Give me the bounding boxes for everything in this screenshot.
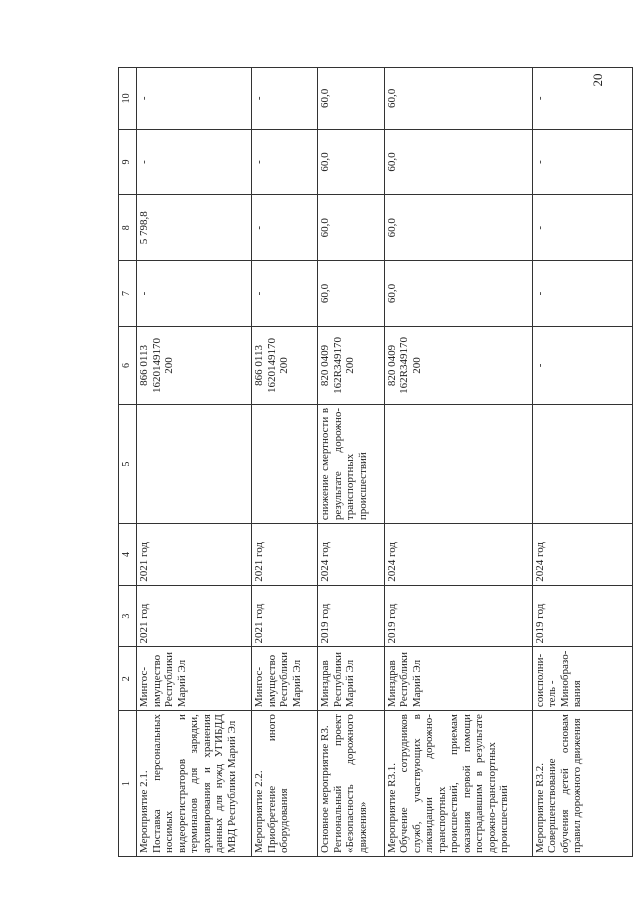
header-cell: 3 [119, 585, 137, 647]
budget-code: 866 0113 1620149170 200 [252, 326, 318, 404]
end-year: 2024 год [532, 524, 632, 586]
start-year: 2019 год [318, 585, 384, 647]
end-year: 2024 год [384, 524, 532, 586]
value-2019: 60,0 [318, 261, 384, 327]
value-2020: - [252, 195, 318, 261]
value-2019: - [137, 261, 252, 327]
header-cell: 10 [119, 68, 137, 130]
end-year: 2021 год [252, 524, 318, 586]
measure-name: Мероприятие R3.1. Обучение сотрудников служб, участвующих в ликвидации дорожно-транспортных происшествий, приемам оказания первой помощи пострадавшим в результате дорожно-транспортных происшествий [384, 711, 532, 857]
value-2022: - [532, 68, 632, 130]
end-year: 2021 год [137, 524, 252, 586]
value-2020: 60,0 [318, 195, 384, 261]
value-2020: 5 798,8 [137, 195, 252, 261]
value-2020: - [532, 195, 632, 261]
expected-result [252, 404, 318, 523]
value-2022: - [252, 68, 318, 130]
value-2019: - [532, 261, 632, 327]
executor: Минздрав Республики Марий Эл [384, 647, 532, 711]
table-row [252, 68, 318, 857]
header-cell: 1 [119, 711, 137, 857]
value-2021: - [137, 129, 252, 195]
start-year: 2021 год [137, 585, 252, 647]
executor: Минздрав Республики Марий Эл [318, 647, 384, 711]
measure-name: Мероприятие R3.2. Совершенствование обучения детей основам правил дорожного движения [532, 711, 632, 857]
start-year: 2021 год [252, 585, 318, 647]
table-row [318, 68, 384, 857]
measure-name: Основное мероприятие R3. Региональный проект «Безопасность дорожного движения» [318, 711, 384, 857]
start-year: 2019 год [384, 585, 532, 647]
program-measures-table [118, 67, 633, 857]
header-cell: 4 [119, 524, 137, 586]
expected-result [532, 404, 632, 523]
value-2022: 60,0 [318, 68, 384, 130]
executor: Мингос- имущество Республики Марий Эл [137, 647, 252, 711]
value-2021: - [252, 129, 318, 195]
end-year: 2024 год [318, 524, 384, 586]
measure-name: Мероприятие 2.2. Приобретение иного оборудования [252, 711, 318, 857]
header-cell: 8 [119, 195, 137, 261]
start-year: 2019 год [532, 585, 632, 647]
value-2021: 60,0 [318, 129, 384, 195]
value-2020: 60,0 [384, 195, 532, 261]
executor: Мингос- имущество Республики Марий Эл [252, 647, 318, 711]
header-cell: 7 [119, 261, 137, 327]
expected-result [384, 404, 532, 523]
value-2021: 60,0 [384, 129, 532, 195]
page-number: 20 [590, 73, 605, 87]
table-row [137, 68, 252, 857]
executor: соисполни- тель - Минобразо- вания [532, 647, 632, 711]
budget-code: 866 0113 1620149170 200 [137, 326, 252, 404]
budget-code: 820 0409 162R349170 200 [384, 326, 532, 404]
header-cell: 5 [119, 404, 137, 523]
header-cell: 9 [119, 129, 137, 195]
value-2019: - [252, 261, 318, 327]
table-row [384, 68, 532, 857]
budget-code: - [532, 326, 632, 404]
budget-code: 820 0409 162R349170 200 [318, 326, 384, 404]
header-cell: 2 [119, 647, 137, 711]
value-2022: 60,0 [384, 68, 532, 130]
expected-result [137, 404, 252, 523]
measure-name: Мероприятие 2.1. Поставка персональных носимых видеорегистраторов и терминалов для зарядки, архивирования и хранения данных для нужд УГИБДД МВД Республики Марий Эл [137, 711, 252, 857]
table-row [532, 68, 632, 857]
value-2021: - [532, 129, 632, 195]
value-2022: - [137, 68, 252, 130]
header-row [119, 68, 137, 857]
rotated-table-container [118, 67, 633, 857]
header-cell: 6 [119, 326, 137, 404]
expected-result: снижение смертности в результате дорожно-транспортных происшествий [318, 404, 384, 523]
value-2019: 60,0 [384, 261, 532, 327]
